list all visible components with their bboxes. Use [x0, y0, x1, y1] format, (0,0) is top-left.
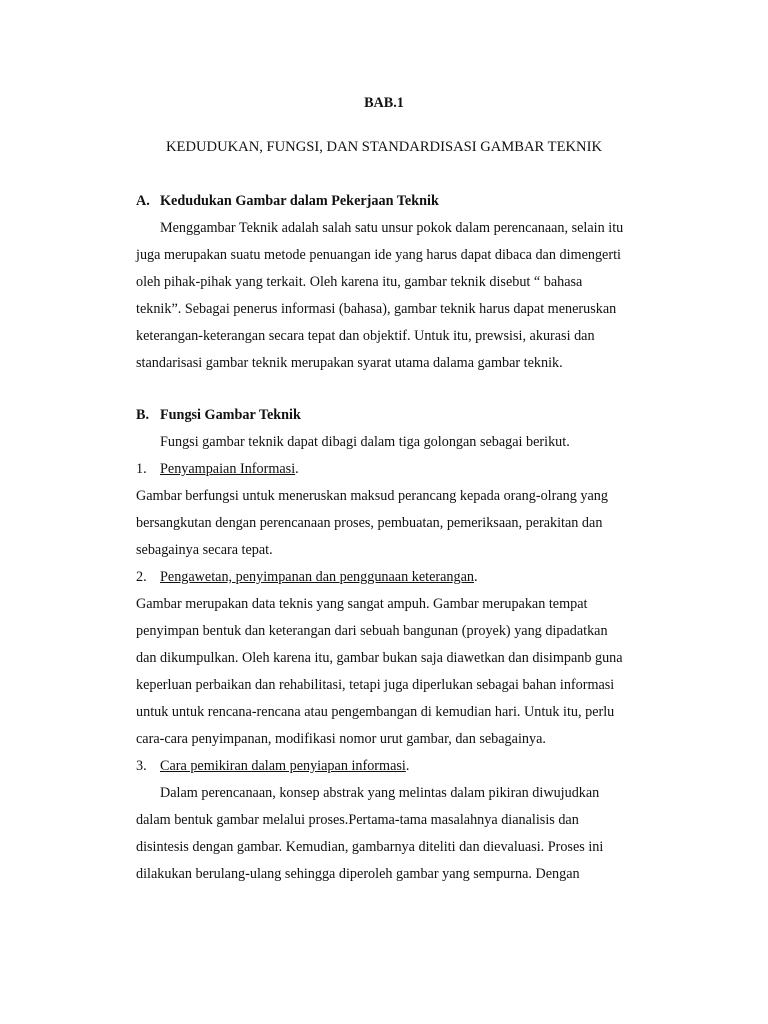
item-3-heading	[160, 757, 409, 775]
item-3-line-1: Dalam perencanaan, konsep abstrak yang melintas dalam pikiran diwujudkan	[160, 785, 600, 801]
item-1-line-2: bersangkutan dengan perencanaan proses, pembuatan, pemeriksaan, perakitan dan	[136, 515, 603, 531]
section-a-line-6: standarisasi gambar teknik merupakan syarat utama dalama gambar teknik.	[136, 355, 563, 371]
section-a-line-1: Menggambar Teknik adalah salah satu unsur pokok dalam perencanaan, selain itu	[160, 220, 624, 236]
item-3-number: 3.	[136, 758, 147, 774]
item-2-line-3: dan dikumpulkan. Oleh karena itu, gambar bukan saja diawetkan dan disimpanb guna	[136, 650, 623, 666]
section-a-heading: Kedudukan Gambar dalam Pekerjaan Teknik	[160, 193, 439, 209]
item-2-suffix: .	[473, 569, 478, 585]
item-1-heading	[160, 460, 299, 478]
section-a-line-2: juga merupakan suatu metode penuangan ide yang harus dapat dibaca dan dimengerti	[136, 247, 621, 263]
chapter-title: KEDUDUKAN, FUNGSI, DAN STANDARDISASI GAMBAR TEKNIK	[166, 139, 602, 155]
item-2-line-1: Gambar merupakan data teknis yang sangat ampuh. Gambar merupakan tempat	[136, 596, 588, 612]
item-2-number: 2.	[136, 569, 147, 585]
section-a-line-4: teknik”. Sebagai penerus informasi (bahasa), gambar teknik harus dapat meneruskan	[136, 301, 617, 317]
section-b-intro: Fungsi gambar teknik dapat dibagi dalam tiga golongan sebagai berikut.	[160, 434, 570, 450]
item-2-line-4: keperluan perbaikan dan rehabilitasi, tetapi juga diperlukan sebagai bahan informasi	[136, 677, 615, 693]
item-1-line-1: Gambar berfungsi untuk meneruskan maksud perancang kepada orang-olrang yang	[136, 488, 608, 504]
item-2-heading	[160, 568, 478, 586]
item-3-title: Cara pemikiran dalam penyiapan informasi	[160, 758, 406, 774]
item-2-line-2: penyimpan bentuk dan keterangan dari sebuah bangunan (proyek) yang dipadatkan	[136, 623, 608, 639]
section-b-label: B.	[136, 407, 150, 423]
item-2-title: Pengawetan, penyimpanan dan penggunaan keterangan	[160, 569, 474, 585]
item-3-line-3: disintesis dengan gambar. Kemudian, gambarnya diteliti dan dievaluasi. Proses ini	[136, 839, 604, 855]
section-b-heading: Fungsi Gambar Teknik	[160, 407, 301, 423]
item-1-number: 1.	[136, 461, 147, 477]
item-2-line-6: cara-cara penyimpanan, modifikasi nomor urut gambar, dan sebagainya.	[136, 731, 546, 747]
item-1-suffix: .	[295, 461, 299, 477]
item-3-line-4: dilakukan berulang-ulang sehingga diperoleh gambar yang sempurna. Dengan	[136, 866, 580, 882]
item-1-line-3: sebagainya secara tepat.	[136, 542, 273, 558]
section-a-line-3: oleh pihak-pihak yang terkait. Oleh karena itu, gambar teknik disebut “ bahasa	[136, 274, 583, 290]
section-a-line-5: keterangan-keterangan secara tepat dan objektif. Untuk itu, prewsisi, akurasi dan	[136, 328, 595, 344]
item-2-line-5: untuk untuk rencana-rencana atau pengembangan di kemudian hari. Untuk itu, perlu	[136, 704, 615, 720]
item-1-title: Penyampaian Informasi	[160, 461, 296, 477]
item-3-suffix: .	[405, 758, 410, 774]
chapter-label: BAB.1	[364, 95, 404, 111]
item-3-line-2: dalam bentuk gambar melalui proses.Pertama-tama masalahnya dianalisis dan	[136, 812, 579, 828]
section-a-label: A.	[136, 193, 150, 209]
